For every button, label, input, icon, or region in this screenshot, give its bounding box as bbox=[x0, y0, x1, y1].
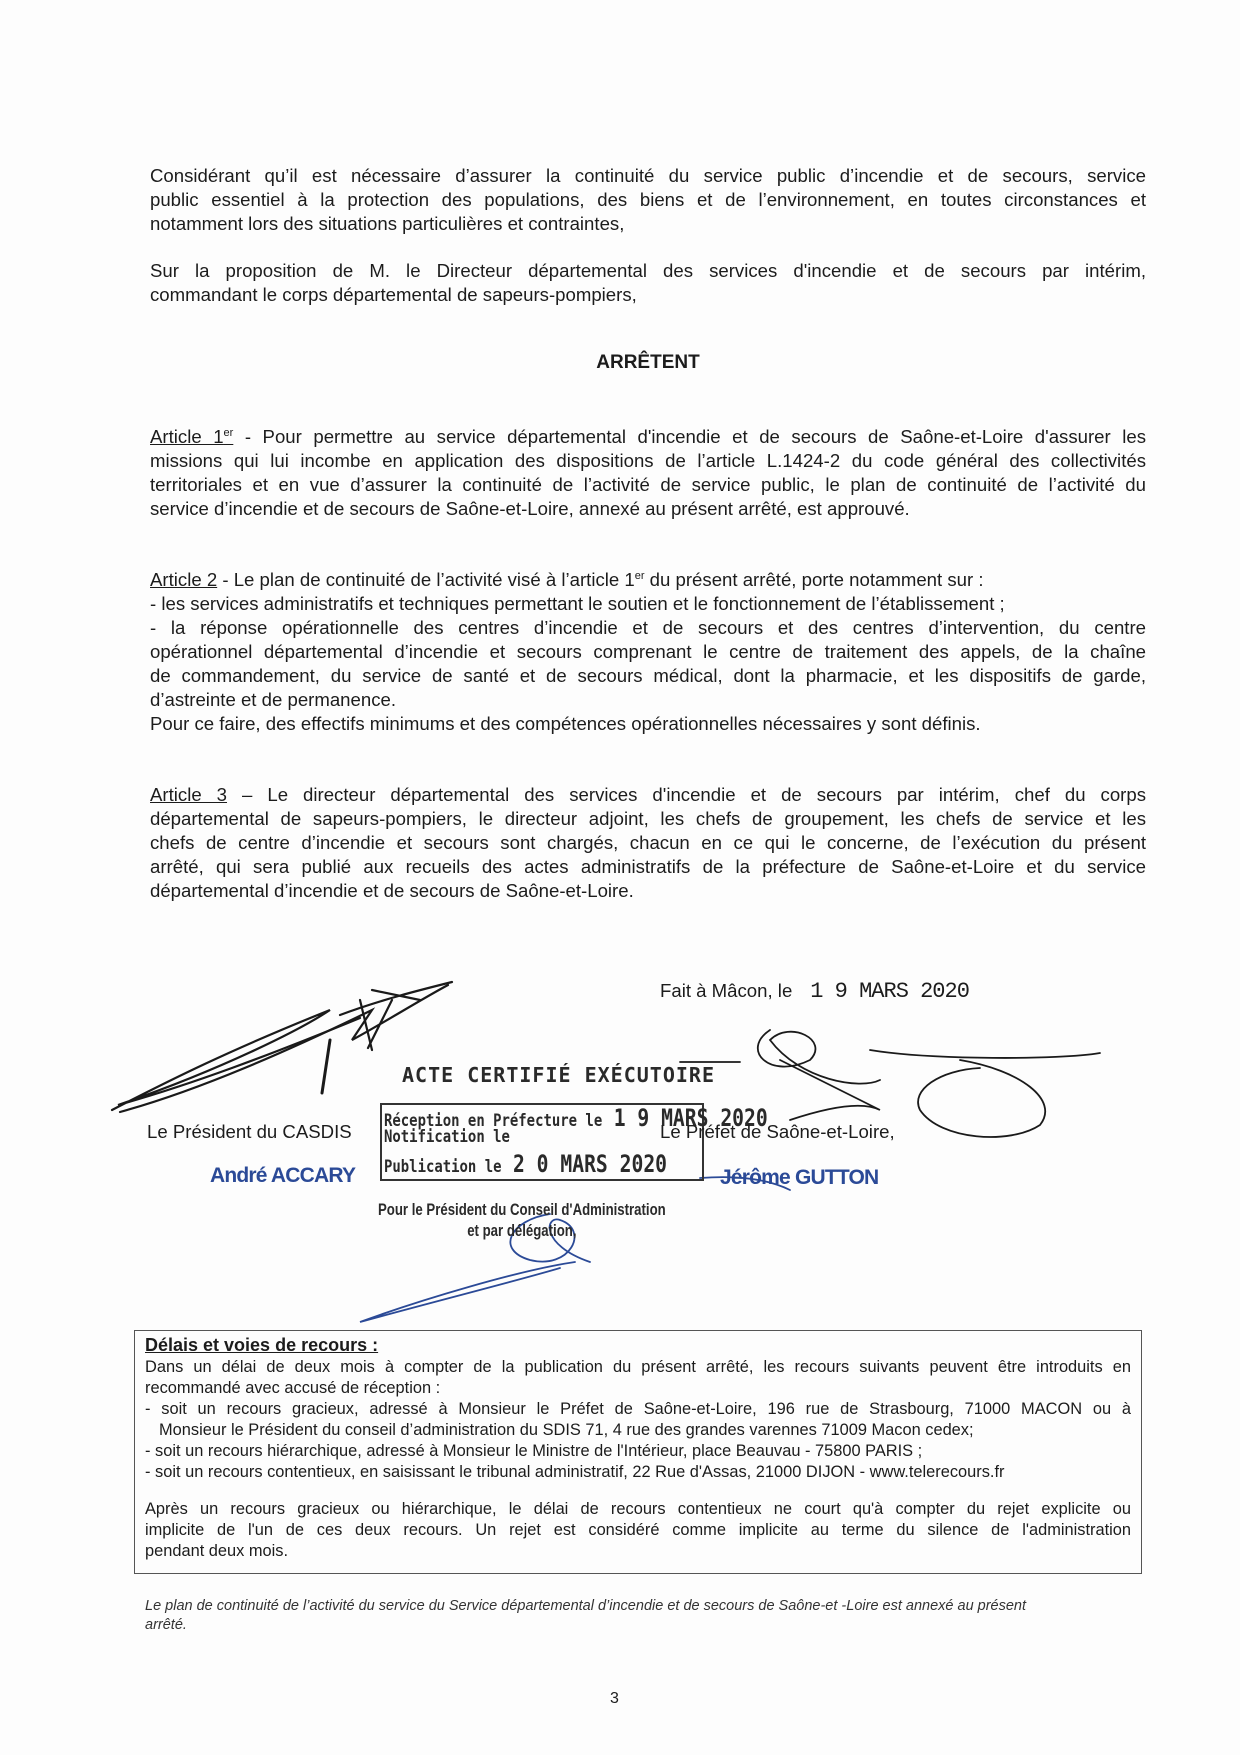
proposition-paragraph bbox=[150, 259, 1146, 307]
president-title: Le Président du CASDIS bbox=[147, 1121, 352, 1142]
recours-line: recommandé avec accusé de réception : bbox=[145, 1379, 441, 1397]
recours-line: Monsieur le Président du conseil d’administration du SDIS 71, 4 rue des grandes varennes 71009 Macon cedex; bbox=[159, 1421, 974, 1439]
delegation-mention: Pour le Président du Conseil d'Administration et par délégation, bbox=[378, 1201, 666, 1240]
stamp-notification: Notification le bbox=[384, 1127, 510, 1147]
recours-body bbox=[145, 1357, 1131, 1562]
considerant-paragraph bbox=[150, 164, 1146, 236]
page-number: 3 bbox=[610, 1690, 619, 1707]
article-1-line: missions qui lui incombe en application des dispositions de l’article L.1424-2 du code général des collectivités bbox=[150, 450, 1146, 471]
recours-box bbox=[134, 1330, 1142, 1574]
article-1-line: territoriales et en vue d’assurer la continuité de l’activité de service public, le plan de continuité de l’activité du bbox=[150, 474, 1146, 495]
article-2-label: Article 2 bbox=[150, 569, 218, 590]
stamp-reception: Réception en Préfecture le 1 9 MARS 2020 bbox=[384, 1104, 768, 1132]
recours-note-line: pendant deux mois. bbox=[145, 1542, 289, 1560]
proposition-line: commandant le corps départemental de sapeurs-pompiers, bbox=[150, 284, 637, 305]
article-2-first-line: Article 2 - Le plan de continuité de l’activité visé à l’article 1er du présent arrêté, porte notamment sur : bbox=[150, 569, 984, 590]
recours-line: - soit un recours gracieux, adressé à Monsieur le Préfet de Saône-et-Loire, 196 rue de Strasbourg, 71000 MACON ou à bbox=[145, 1400, 1131, 1418]
recours-note-line: Après un recours gracieux ou hiérarchique, le délai de recours contentieux ne court qu'à compter du rejet explicite ou bbox=[145, 1500, 1131, 1518]
article-3-first-line: Article 3 – Le directeur départemental des services d'incendie et de secours par intérim, chef du corps bbox=[150, 784, 1147, 805]
article-3-line: départemental de sapeurs-pompiers, le directeur adjoint, les chefs de groupement, les chefs de service et les bbox=[150, 808, 1146, 829]
prefet-name: Jérôme GUTTON bbox=[720, 1166, 879, 1189]
recours-title: Délais et voies de recours : bbox=[145, 1335, 379, 1355]
article-3-line: départemental d’incendie et de secours de Saône-et-Loire. bbox=[150, 880, 634, 901]
article-1-first-line: Article 1er - Pour permettre au service départemental d'incendie et de secours de Saône-et-Loire d'assurer les bbox=[150, 426, 1146, 447]
considerant-line: public essentiel à la protection des populations, des biens et de l’environnement, en toutes circonstances et bbox=[150, 189, 1146, 210]
signature-date-stamp: 1 9 MARS 2020 bbox=[810, 979, 969, 1004]
stamp-publication: Publication le 2 0 MARS 2020 bbox=[384, 1150, 668, 1178]
article-2 bbox=[150, 568, 1146, 736]
place-date bbox=[660, 979, 969, 1004]
decision-heading: ARRÊTENT bbox=[596, 352, 700, 373]
article-2-line: d’astreinte et de permanence. bbox=[150, 689, 397, 710]
considerant-line: notamment lors des situations particulières et contraintes, bbox=[150, 213, 625, 234]
article-3 bbox=[150, 783, 1146, 903]
article-2-line: de commandement, du service de santé et de secours médical, dont la pharmacie, et les dispositifs de garde, bbox=[150, 665, 1146, 686]
article-2-line: - les services administratifs et techniques permettant le soutien et le fonctionnement de l’établissement ; bbox=[150, 593, 1005, 614]
proposition-line: Sur la proposition de M. le Directeur départemental des services d'incendie et de secours par intérim, bbox=[150, 260, 1146, 281]
place-date-label: Fait à Mâcon, le bbox=[660, 980, 793, 1001]
article-1-label: Article 1er bbox=[150, 426, 234, 447]
article-2-line: Pour ce faire, des effectifs minimums et des compétences opérationnelles nécessaires y sont définis. bbox=[150, 713, 981, 734]
prefet-title: Le Préfet de Saône-et-Loire, bbox=[660, 1121, 895, 1142]
annex-note: Le plan de continuité de l’activité du service du Service départemental d’incendie et de secours de Saône-et -Loire est annexé au présent arrêté. bbox=[145, 1598, 1027, 1633]
article-3-label: Article 3 bbox=[150, 784, 228, 805]
article-1 bbox=[150, 425, 1146, 521]
article-3-line: chefs de centre d’incendie et secours sont chargés, chacun en ce qui le concerne, de l’exécution du présent bbox=[150, 832, 1146, 853]
article-1-line: service d’incendie et de secours de Saône-et-Loire, annexé au présent arrêté, est approuvé. bbox=[150, 498, 910, 519]
article-3-line: arrêté, qui sera publié aux recueils des actes administratifs de la préfecture de Saône-et-Loire et du service bbox=[150, 856, 1146, 877]
recours-line: Dans un délai de deux mois à compter de la publication du présent arrêté, les recours suivants peuvent être introduits en bbox=[145, 1358, 1131, 1376]
article-2-line: opérationnel départemental d’incendie et secours comprenant le centre de traitement des appels, de la chaîne bbox=[150, 641, 1146, 662]
stamp-title: ACTE CERTIFIÉ EXÉCUTOIRE bbox=[402, 1063, 715, 1087]
recours-note-line: implicite de l'un de ces deux recours. Un rejet est considéré comme implicite au terme du silence de l'administration bbox=[145, 1521, 1131, 1539]
article-2-line: - la réponse opérationnelle des centres d’incendie et de secours et des centres d’intervention, du centre bbox=[150, 617, 1146, 638]
delegation-signature bbox=[360, 1177, 790, 1322]
considerant-line: Considérant qu’il est nécessaire d’assurer la continuité du service public d’incendie et de secours, service bbox=[150, 165, 1146, 186]
recours-line: - soit un recours hiérarchique, adressé à Monsieur le Ministre de l'Intérieur, place Beauvau - 75800 PARIS ; bbox=[145, 1442, 923, 1460]
president-name: André ACCARY bbox=[210, 1164, 356, 1187]
recours-line: - soit un recours contentieux, en saisissant le tribunal administratif, 22 Rue d'Assas, 21000 DIJON - www.telerecours.fr bbox=[145, 1463, 1005, 1481]
president-signature bbox=[112, 982, 452, 1112]
